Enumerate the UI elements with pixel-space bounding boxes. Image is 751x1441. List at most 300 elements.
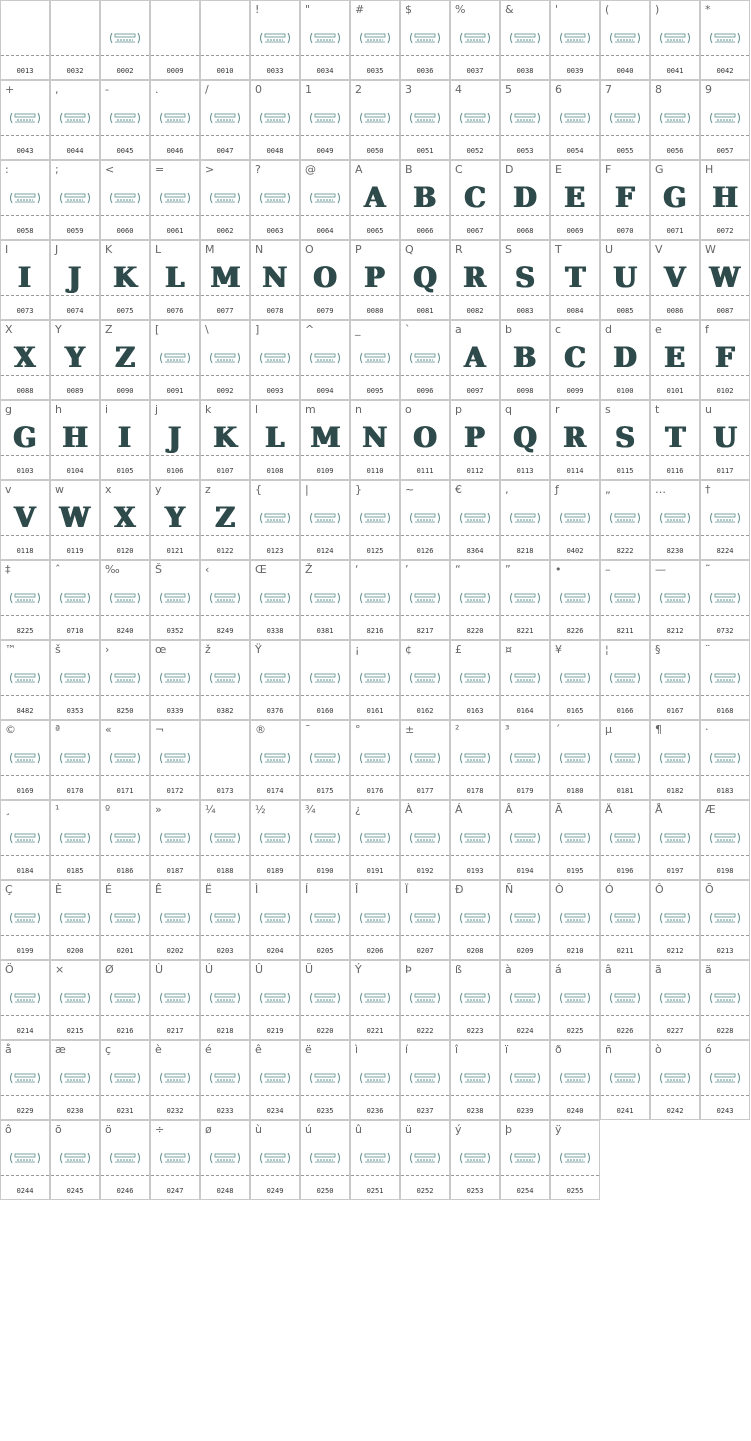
glyph-cell[interactable]: [300, 720, 350, 800]
baseline-separator: [251, 855, 299, 856]
glyph-cell[interactable]: [300, 1120, 350, 1200]
glyph-cell[interactable]: [300, 800, 350, 880]
baseline-separator: [501, 295, 549, 296]
cell-code-label: 0190: [316, 867, 334, 875]
glyph-cell[interactable]: [200, 0, 250, 80]
glyph-cell[interactable]: [700, 640, 750, 720]
glyph-cell[interactable]: [0, 160, 50, 240]
baseline-separator: [651, 55, 699, 56]
glyph-cell[interactable]: [400, 240, 450, 320]
glyph-cell[interactable]: [500, 1120, 550, 1200]
font-glyph-preview: T: [565, 261, 585, 294]
glyph-cell[interactable]: [0, 400, 50, 480]
baseline-separator: [151, 295, 199, 296]
missing-glyph-bracket-icon: [301, 1061, 349, 1095]
glyph-cell[interactable]: [400, 1040, 450, 1120]
glyph-cell[interactable]: [0, 1040, 50, 1120]
glyph-cell[interactable]: [550, 400, 600, 480]
glyph-cell[interactable]: [650, 960, 700, 1040]
glyph-cell[interactable]: [350, 1120, 400, 1200]
glyph-cell[interactable]: [200, 160, 250, 240]
glyph-cell[interactable]: [100, 640, 150, 720]
baseline-separator: [551, 535, 599, 536]
glyph-cell[interactable]: [500, 640, 550, 720]
glyph-cell[interactable]: [250, 560, 300, 640]
cell-code-label: 0231: [116, 1107, 134, 1115]
glyph-cell[interactable]: [300, 80, 350, 160]
glyph-cell[interactable]: [0, 640, 50, 720]
glyph-cell[interactable]: [700, 160, 750, 240]
cell-code-label: 0056: [666, 147, 684, 155]
cell-code-label: 0090: [116, 387, 134, 395]
glyph-cell[interactable]: [600, 800, 650, 880]
glyph-cell[interactable]: [500, 400, 550, 480]
missing-glyph-bracket-icon: [401, 741, 449, 775]
glyph-cell[interactable]: [650, 560, 700, 640]
glyph-cell[interactable]: [200, 800, 250, 880]
glyph-cell[interactable]: [700, 240, 750, 320]
font-glyph-preview: W: [710, 261, 740, 294]
glyph-cell[interactable]: [400, 640, 450, 720]
glyph-cell[interactable]: [50, 160, 100, 240]
glyph-cell[interactable]: [400, 320, 450, 400]
cell-code-label: 0219: [266, 1027, 284, 1035]
glyph-cell[interactable]: [50, 1040, 100, 1120]
glyph-cell[interactable]: [300, 0, 350, 80]
cell-character-label: ¼: [205, 803, 216, 816]
glyph-cell[interactable]: [450, 320, 500, 400]
glyph-cell[interactable]: [250, 800, 300, 880]
glyph-cell[interactable]: [350, 1040, 400, 1120]
glyph-cell[interactable]: [700, 800, 750, 880]
glyph-cell[interactable]: [200, 560, 250, 640]
missing-glyph-bracket-icon: [51, 181, 99, 215]
cell-code-label: 0100: [616, 387, 634, 395]
baseline-separator: [201, 535, 249, 536]
glyph-cell[interactable]: [100, 320, 150, 400]
glyph-cell[interactable]: [50, 480, 100, 560]
glyph-cell[interactable]: [0, 880, 50, 960]
baseline-separator: [451, 775, 499, 776]
glyph-cell[interactable]: [450, 0, 500, 80]
glyph-cell[interactable]: [300, 160, 350, 240]
glyph-cell[interactable]: [350, 80, 400, 160]
cell-character-label: z: [205, 483, 211, 496]
glyph-cell[interactable]: [250, 400, 300, 480]
glyph-cell[interactable]: [450, 480, 500, 560]
glyph-cell[interactable]: [150, 880, 200, 960]
glyph-cell[interactable]: [150, 160, 200, 240]
glyph-cell[interactable]: [500, 560, 550, 640]
glyph-cell[interactable]: [350, 800, 400, 880]
glyph-cell[interactable]: [150, 1040, 200, 1120]
glyph-cell[interactable]: [200, 1120, 250, 1200]
glyph-cell[interactable]: [300, 640, 350, 720]
cell-code-label: 0111: [416, 467, 434, 475]
glyph-cell[interactable]: [150, 240, 200, 320]
glyph-cell[interactable]: [150, 640, 200, 720]
glyph-cell[interactable]: [0, 320, 50, 400]
glyph-cell[interactable]: [50, 880, 100, 960]
glyph-cell[interactable]: [400, 80, 450, 160]
glyph-cell[interactable]: [700, 720, 750, 800]
glyph-cell[interactable]: [500, 320, 550, 400]
cell-code-label: 8225: [16, 627, 34, 635]
glyph-cell[interactable]: [150, 0, 200, 80]
glyph-cell[interactable]: [500, 880, 550, 960]
glyph-cell[interactable]: [250, 880, 300, 960]
glyph-cell[interactable]: [100, 0, 150, 80]
glyph-cell[interactable]: [600, 160, 650, 240]
glyph-cell[interactable]: [600, 400, 650, 480]
glyph-cell[interactable]: [500, 800, 550, 880]
glyph-cell[interactable]: [150, 720, 200, 800]
glyph-cell[interactable]: [650, 800, 700, 880]
baseline-separator: [551, 55, 599, 56]
glyph-cell[interactable]: [350, 320, 400, 400]
glyph-cell[interactable]: [400, 800, 450, 880]
glyph-cell[interactable]: [100, 560, 150, 640]
baseline-separator: [151, 215, 199, 216]
glyph-cell[interactable]: [100, 480, 150, 560]
glyph-cell[interactable]: [100, 80, 150, 160]
glyph-cell[interactable]: [600, 480, 650, 560]
baseline-separator: [51, 375, 99, 376]
cell-character-label: Ž: [305, 563, 313, 576]
glyph-cell[interactable]: [450, 160, 500, 240]
glyph-cell[interactable]: [400, 400, 450, 480]
glyph-cell[interactable]: [450, 560, 500, 640]
glyph-cell[interactable]: [650, 480, 700, 560]
glyph-cell[interactable]: [250, 1040, 300, 1120]
glyph-cell[interactable]: [50, 320, 100, 400]
glyph-cell[interactable]: [450, 800, 500, 880]
glyph-cell[interactable]: [200, 640, 250, 720]
cell-code-label: 8482: [16, 707, 34, 715]
cell-code-label: 0252: [416, 1187, 434, 1195]
glyph-cell[interactable]: [350, 880, 400, 960]
glyph-cell[interactable]: [250, 960, 300, 1040]
cell-code-label: 0043: [16, 147, 34, 155]
glyph-cell[interactable]: [550, 1040, 600, 1120]
glyph-cell[interactable]: [550, 0, 600, 80]
missing-glyph-bracket-icon: [301, 341, 349, 375]
glyph-cell[interactable]: [350, 960, 400, 1040]
cell-character-label: õ: [55, 1123, 62, 1136]
missing-glyph-bracket-icon: [651, 901, 699, 935]
missing-glyph-bracket-icon: [351, 21, 399, 55]
glyph-cell[interactable]: [650, 320, 700, 400]
glyph-cell[interactable]: [250, 0, 300, 80]
cell-code-label: 0052: [466, 147, 484, 155]
glyph-cell[interactable]: [200, 400, 250, 480]
glyph-cell[interactable]: [500, 720, 550, 800]
missing-glyph-bracket-icon: [501, 1061, 549, 1095]
font-glyph-preview: V: [664, 261, 686, 294]
glyph-cell[interactable]: [450, 640, 500, 720]
glyph-cell[interactable]: [550, 480, 600, 560]
glyph-cell[interactable]: [0, 720, 50, 800]
glyph-cell[interactable]: [100, 400, 150, 480]
glyph-cell[interactable]: [650, 400, 700, 480]
glyph-cell[interactable]: [400, 560, 450, 640]
cell-code-label: 0068: [516, 227, 534, 235]
glyph-cell[interactable]: [600, 1040, 650, 1120]
cell-character-label: v: [5, 483, 12, 496]
glyph-cell[interactable]: [50, 960, 100, 1040]
glyph-cell[interactable]: [650, 1040, 700, 1120]
glyph-cell[interactable]: [550, 640, 600, 720]
glyph-cell[interactable]: [0, 480, 50, 560]
cell-character-label: î: [455, 1043, 459, 1056]
cell-code-label: 0051: [416, 147, 434, 155]
glyph-cell[interactable]: [500, 80, 550, 160]
glyph-cell[interactable]: [150, 400, 200, 480]
glyph-cell[interactable]: [400, 720, 450, 800]
glyph-cell[interactable]: [300, 400, 350, 480]
cell-code-label: 8249: [216, 627, 234, 635]
glyph-cell[interactable]: [400, 0, 450, 80]
cell-code-label: 0222: [416, 1027, 434, 1035]
baseline-separator: [101, 135, 149, 136]
glyph-cell[interactable]: [50, 400, 100, 480]
cell-code-label: 0189: [266, 867, 284, 875]
baseline-separator: [301, 855, 349, 856]
glyph-cell[interactable]: [150, 800, 200, 880]
font-glyph-preview: R: [563, 421, 587, 454]
glyph-cell[interactable]: [600, 0, 650, 80]
glyph-cell[interactable]: [300, 480, 350, 560]
glyph-cell[interactable]: [200, 1040, 250, 1120]
glyph-cell[interactable]: [200, 960, 250, 1040]
glyph-cell[interactable]: [50, 800, 100, 880]
cell-character-label: w: [55, 483, 64, 496]
glyph-cell[interactable]: [550, 960, 600, 1040]
glyph-cell[interactable]: [700, 480, 750, 560]
cell-character-label: ò: [655, 1043, 662, 1056]
glyph-cell[interactable]: [300, 1040, 350, 1120]
glyph-cell[interactable]: [600, 960, 650, 1040]
glyph-cell[interactable]: [350, 560, 400, 640]
glyph-cell[interactable]: [200, 80, 250, 160]
glyph-cell[interactable]: [600, 640, 650, 720]
baseline-separator: [501, 615, 549, 616]
cell-code-label: 0074: [66, 307, 84, 315]
glyph-cell[interactable]: [200, 240, 250, 320]
glyph-cell[interactable]: [650, 160, 700, 240]
glyph-cell[interactable]: [250, 1120, 300, 1200]
baseline-separator: [351, 215, 399, 216]
glyph-cell[interactable]: [550, 160, 600, 240]
glyph-cell[interactable]: [650, 0, 700, 80]
cell-character-label: 2: [355, 83, 362, 96]
missing-glyph-bracket-icon: [251, 181, 299, 215]
glyph-cell[interactable]: [300, 560, 350, 640]
glyph-cell[interactable]: [300, 880, 350, 960]
glyph-cell[interactable]: [250, 640, 300, 720]
glyph-cell[interactable]: [500, 240, 550, 320]
glyph-cell[interactable]: [350, 640, 400, 720]
baseline-separator: [1, 135, 49, 136]
glyph-cell[interactable]: [350, 480, 400, 560]
glyph-cell[interactable]: [700, 320, 750, 400]
glyph-cell[interactable]: [100, 960, 150, 1040]
glyph-cell[interactable]: [650, 880, 700, 960]
glyph-cell[interactable]: [50, 80, 100, 160]
glyph-cell[interactable]: [400, 480, 450, 560]
baseline-separator: [51, 215, 99, 216]
glyph-cell[interactable]: [700, 80, 750, 160]
glyph-cell[interactable]: [700, 1040, 750, 1120]
glyph-cell[interactable]: [100, 880, 150, 960]
glyph-cell[interactable]: [0, 800, 50, 880]
glyph-cell[interactable]: [550, 1120, 600, 1200]
baseline-separator: [701, 695, 749, 696]
glyph-cell[interactable]: [550, 80, 600, 160]
glyph-cell[interactable]: [400, 160, 450, 240]
glyph-cell[interactable]: [250, 240, 300, 320]
missing-glyph-bracket-icon: [551, 21, 599, 55]
glyph-cell[interactable]: [400, 880, 450, 960]
glyph-cell[interactable]: [0, 240, 50, 320]
glyph-cell[interactable]: [50, 0, 100, 80]
glyph-cell[interactable]: [200, 480, 250, 560]
glyph-cell[interactable]: [100, 240, 150, 320]
glyph-cell[interactable]: [0, 560, 50, 640]
glyph-cell[interactable]: [500, 0, 550, 80]
cell-code-label: 0114: [566, 467, 584, 475]
missing-glyph-bracket-icon: [651, 581, 699, 615]
glyph-cell[interactable]: [200, 320, 250, 400]
glyph-cell[interactable]: [50, 240, 100, 320]
glyph-cell[interactable]: [700, 400, 750, 480]
glyph-cell[interactable]: [600, 320, 650, 400]
glyph-cell[interactable]: [450, 400, 500, 480]
glyph-cell[interactable]: [100, 720, 150, 800]
glyph-cell[interactable]: [550, 800, 600, 880]
glyph-cell[interactable]: [450, 80, 500, 160]
glyph-cell[interactable]: [500, 1040, 550, 1120]
cell-character-label: A: [355, 163, 363, 176]
glyph-cell[interactable]: [450, 880, 500, 960]
glyph-cell[interactable]: [200, 880, 250, 960]
glyph-cell[interactable]: [0, 960, 50, 1040]
missing-glyph-bracket-icon: [51, 101, 99, 135]
glyph-cell[interactable]: [500, 160, 550, 240]
glyph-cell[interactable]: [650, 80, 700, 160]
glyph-cell[interactable]: [150, 320, 200, 400]
glyph-cell[interactable]: [350, 400, 400, 480]
cell-code-label: 0199: [16, 947, 34, 955]
font-glyph-preview: S: [615, 421, 635, 454]
baseline-separator: [301, 55, 349, 56]
glyph-cell[interactable]: [250, 720, 300, 800]
glyph-cell[interactable]: [600, 240, 650, 320]
glyph-cell[interactable]: [350, 160, 400, 240]
glyph-cell[interactable]: [650, 720, 700, 800]
baseline-separator: [1, 855, 49, 856]
glyph-cell[interactable]: [250, 160, 300, 240]
glyph-cell[interactable]: [150, 560, 200, 640]
glyph-cell[interactable]: [700, 880, 750, 960]
glyph-cell[interactable]: [450, 1040, 500, 1120]
glyph-cell[interactable]: [100, 1120, 150, 1200]
glyph-cell[interactable]: [300, 240, 350, 320]
glyph-cell[interactable]: [600, 80, 650, 160]
glyph-cell[interactable]: [250, 480, 300, 560]
missing-glyph-bracket-icon: [201, 1141, 249, 1175]
glyph-cell[interactable]: [400, 1120, 450, 1200]
font-glyph-preview: O: [313, 261, 337, 294]
glyph-cell[interactable]: [100, 1040, 150, 1120]
glyph-cell[interactable]: [250, 320, 300, 400]
cell-character-label: +: [5, 83, 15, 96]
glyph-cell[interactable]: [450, 240, 500, 320]
glyph-cell[interactable]: [700, 560, 750, 640]
glyph-cell[interactable]: [50, 1120, 100, 1200]
glyph-cell[interactable]: [550, 720, 600, 800]
cell-character-label: Q: [405, 243, 414, 256]
glyph-cell[interactable]: [100, 800, 150, 880]
glyph-cell[interactable]: [150, 80, 200, 160]
cell-character-label: .: [155, 83, 159, 96]
glyph-cell[interactable]: [50, 560, 100, 640]
glyph-cell[interactable]: [300, 960, 350, 1040]
glyph-cell[interactable]: [350, 240, 400, 320]
baseline-separator: [251, 1095, 299, 1096]
glyph-cell[interactable]: [0, 80, 50, 160]
glyph-cell[interactable]: [50, 640, 100, 720]
cell-code-label: 0183: [716, 787, 734, 795]
glyph-cell[interactable]: [0, 1120, 50, 1200]
font-glyph-preview: L: [265, 421, 285, 454]
glyph-cell[interactable]: [550, 320, 600, 400]
glyph-cell[interactable]: [350, 720, 400, 800]
glyph-cell[interactable]: [600, 720, 650, 800]
glyph-cell[interactable]: [200, 720, 250, 800]
cell-code-label: 0402: [566, 547, 584, 555]
glyph-cell[interactable]: [250, 80, 300, 160]
glyph-cell[interactable]: [350, 0, 400, 80]
glyph-cell[interactable]: [700, 0, 750, 80]
glyph-cell[interactable]: [300, 320, 350, 400]
glyph-cell[interactable]: [600, 560, 650, 640]
glyph-cell[interactable]: [0, 0, 50, 80]
glyph-cell[interactable]: [650, 240, 700, 320]
glyph-cell[interactable]: [450, 720, 500, 800]
glyph-cell[interactable]: [50, 720, 100, 800]
glyph-cell[interactable]: [150, 960, 200, 1040]
glyph-cell[interactable]: [500, 960, 550, 1040]
glyph-cell[interactable]: [600, 880, 650, 960]
glyph-cell[interactable]: [550, 560, 600, 640]
glyph-cell[interactable]: [100, 160, 150, 240]
glyph-cell[interactable]: [150, 480, 200, 560]
glyph-cell[interactable]: [550, 880, 600, 960]
glyph-cell[interactable]: [700, 960, 750, 1040]
glyph-cell[interactable]: [650, 640, 700, 720]
font-glyph-preview: Z: [115, 341, 135, 374]
glyph-cell[interactable]: [450, 960, 500, 1040]
glyph-cell[interactable]: [500, 480, 550, 560]
glyph-cell[interactable]: [450, 1120, 500, 1200]
cell-code-label: 0049: [316, 147, 334, 155]
glyph-cell[interactable]: [550, 240, 600, 320]
glyph-cell[interactable]: [150, 1120, 200, 1200]
cell-code-label: 0223: [466, 1027, 484, 1035]
baseline-separator: [601, 55, 649, 56]
glyph-cell[interactable]: [400, 960, 450, 1040]
